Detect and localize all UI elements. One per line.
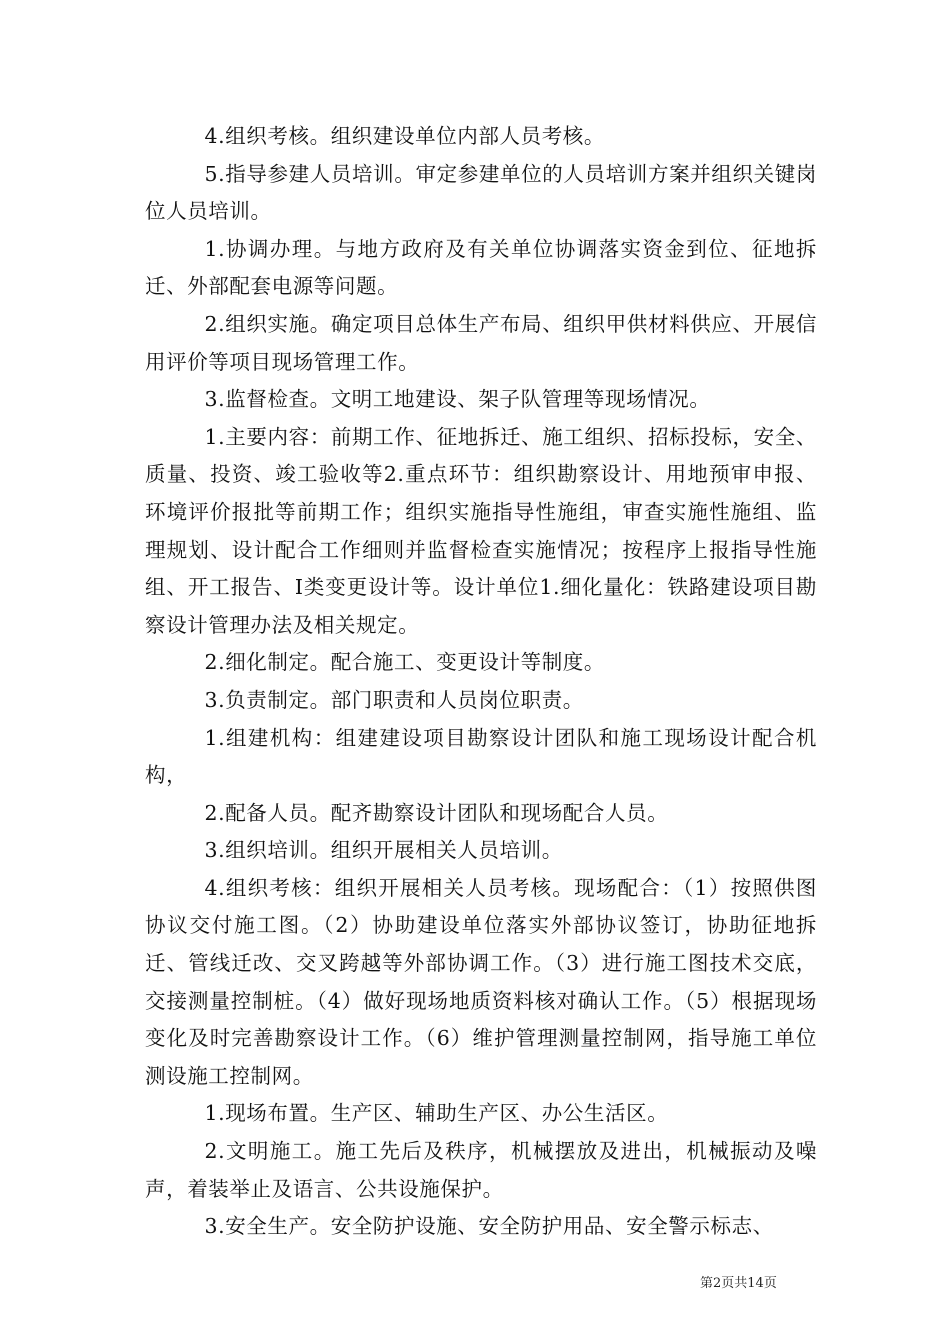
paragraph: 3.组织培训。组织开展相关人员培训。 [204, 838, 563, 863]
paragraph: 5.指导参建人员培训。审定参建单位的人员培训方案并组织关键岗位人员培训。 [145, 161, 817, 224]
paragraph: 3.安全生产。安全防护设施、安全防护用品、安全警示标志、 [204, 1214, 774, 1239]
paragraph: 4.组织考核。组织建设单位内部人员考核。 [204, 124, 605, 148]
paragraph: 4.组织考核：组织开展相关人员考核。现场配合：（1）按照供图协议交付施工图。（2）协助建设单位落实外部协议签订，协助征地拆迁、管线迁改、交叉跨越等外部协调工作。（3）进行施工图技术交底，交接测量控制桩。（4）做好现场地质资料核对确认工作。（5）根据现场变化及时完善勘察设计工作。（6）维护管理测量控制网，指导施工单位测设施工控制网。 [145, 875, 817, 1088]
paragraph: 2.细化制定。配合施工、变更设计等制度。 [204, 650, 605, 675]
paragraph: 1.协调办理。与地方政府及有关单位协调落实资金到位、征地拆迁、外部配套电源等问题。 [145, 236, 817, 299]
paragraph: 2.组织实施。确定项目总体生产布局、组织甲供材料供应、开展信用评价等项目现场管理工作。 [145, 311, 817, 374]
paragraph: 2.配备人员。配齐勘察设计团队和现场配合人员。 [204, 800, 669, 825]
paragraph: 1.现场布置。生产区、辅助生产区、办公生活区。 [204, 1101, 669, 1126]
document-body [145, 118, 817, 1246]
paragraph: 3.负责制定。部门职责和人员岗位职责。 [204, 687, 584, 712]
paragraph: 1.主要内容：前期工作、征地拆迁、施工组织、招标投标，安全、质量、投资、竣工验收等2.重点环节：组织勘察设计、用地预审申报、环境评价报批等前期工作；组织实施指导性施组，审查实施性施组、监理规划、设计配合工作细则并监督检查实施情况；按程序上报指导性施组、开工报告、Ⅰ类变更设计等。设计单位1.细化量化：铁路建设项目勘察设计管理办法及相关规定。 [145, 424, 817, 637]
paragraph: 2.文明施工。施工先后及秩序，机械摆放及进出，机械振动及噪声，着装举止及语言、公共设施保护。 [145, 1139, 817, 1201]
paragraph: 3.监督检查。文明工地建设、架子队管理等现场情况。 [204, 387, 711, 412]
paragraph: 1.组建机构：组建建设项目勘察设计团队和施工现场设计配合机构， [145, 725, 817, 788]
page-number-footer: 第2页共14页 [700, 1276, 777, 1291]
